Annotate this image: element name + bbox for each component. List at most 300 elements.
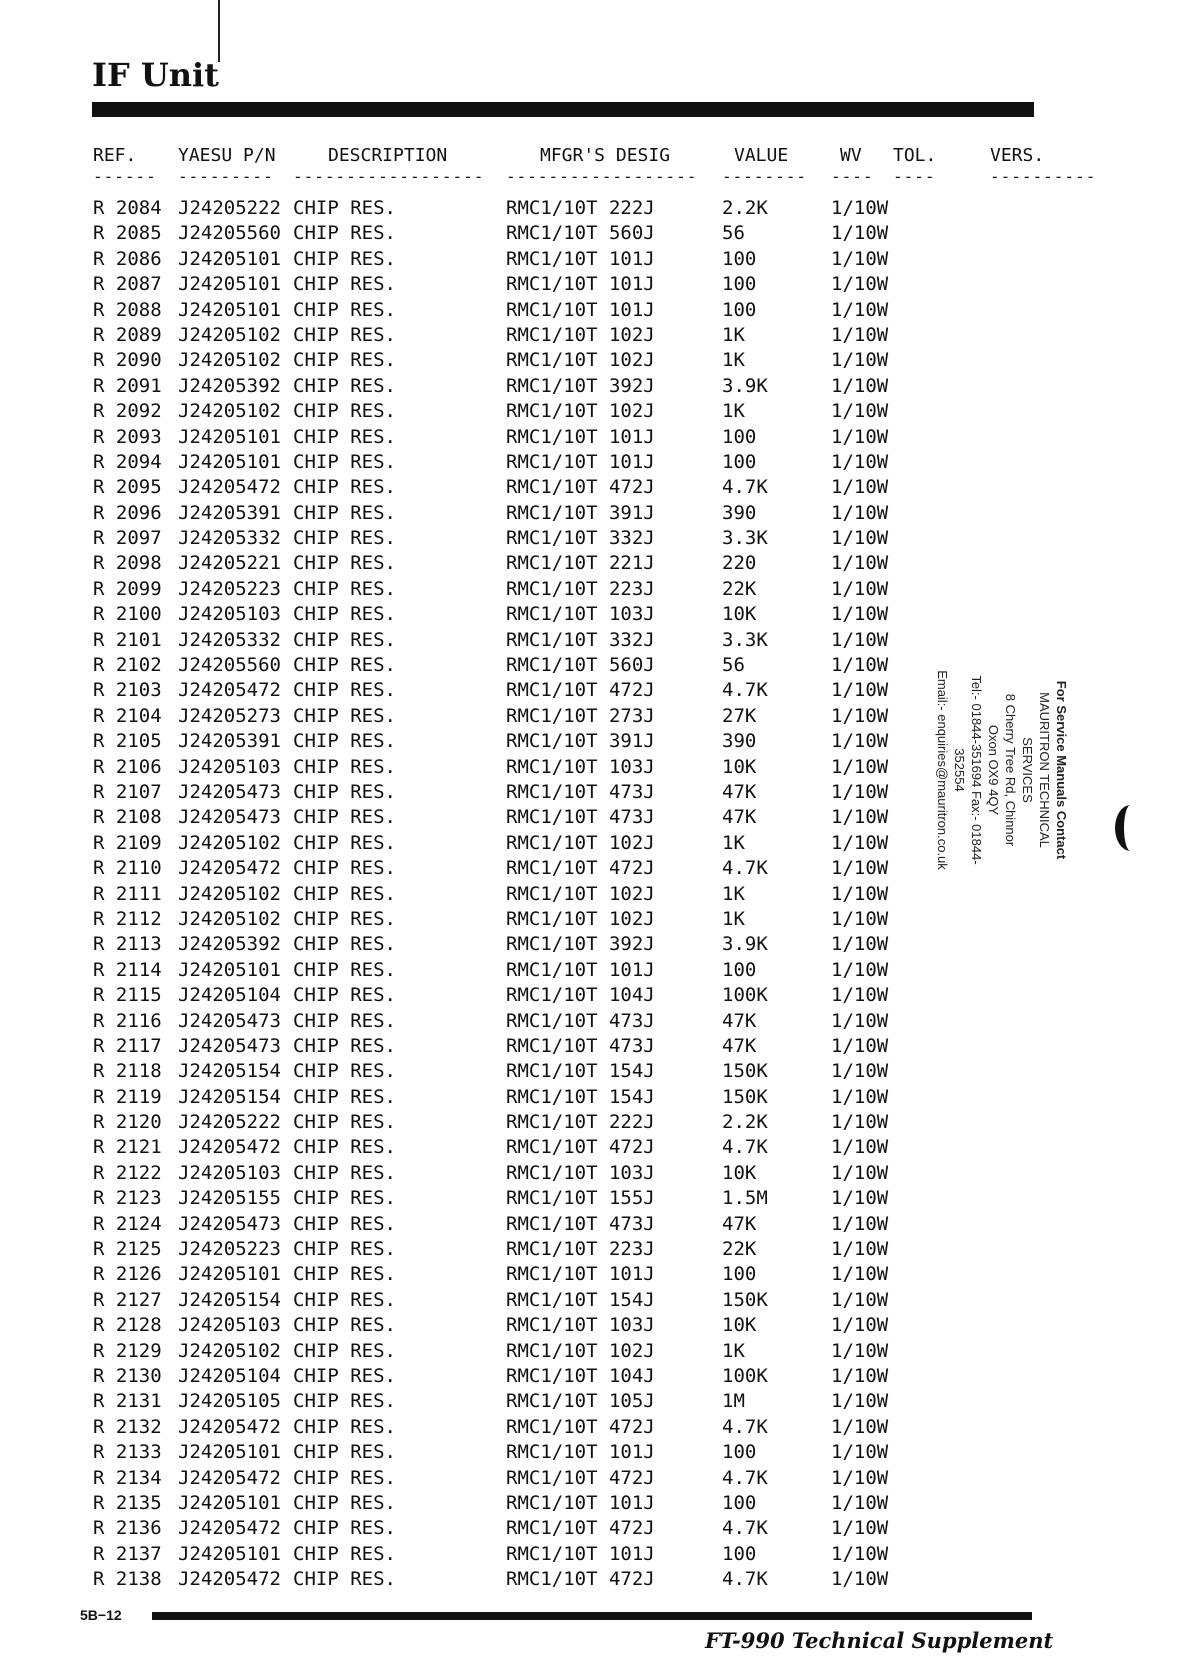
cell-value: 3.3K xyxy=(722,527,768,550)
cell-mfgr-desig: RMC1/10T 104J xyxy=(506,984,655,1007)
cell-wv: 1/10W xyxy=(831,603,889,626)
cell-mfgr-desig: RMC1/10T 103J xyxy=(506,1161,655,1184)
cell-mfgr-desig: RMC1/10T 154J xyxy=(506,1060,655,1083)
cell-description: CHIP RES. xyxy=(293,1517,396,1540)
cell-value: 100 xyxy=(722,1441,757,1464)
table-row xyxy=(0,1212,1190,1237)
cell-wv: 1/10W xyxy=(831,1415,889,1438)
cell-value: 1M xyxy=(722,1390,745,1413)
cell-ref: R 2100 xyxy=(93,603,162,626)
cell-mfgr-desig: RMC1/10T 105J xyxy=(506,1390,655,1413)
cell-part-number: J24205101 xyxy=(178,1263,281,1286)
cell-part-number: J24205392 xyxy=(178,374,281,397)
cell-ref: R 2106 xyxy=(93,755,162,778)
cell-wv: 1/10W xyxy=(831,273,889,296)
cell-wv: 1/10W xyxy=(831,1441,889,1464)
cell-ref: R 2097 xyxy=(93,527,162,550)
cell-mfgr-desig: RMC1/10T 472J xyxy=(506,1136,655,1159)
cell-mfgr-desig: RMC1/10T 473J xyxy=(506,1212,655,1235)
cell-ref: R 2135 xyxy=(93,1491,162,1514)
table-row xyxy=(0,932,1190,957)
cell-mfgr-desig: RMC1/10T 472J xyxy=(506,1466,655,1489)
cell-description: CHIP RES. xyxy=(293,1085,396,1108)
table-row xyxy=(0,247,1190,272)
footer-bar xyxy=(152,1612,1032,1620)
table-row xyxy=(0,1440,1190,1465)
table-row xyxy=(0,450,1190,475)
cell-part-number: J24205103 xyxy=(178,1161,281,1184)
cell-wv: 1/10W xyxy=(831,882,889,905)
cell-wv: 1/10W xyxy=(831,1568,889,1591)
cell-mfgr-desig: RMC1/10T 154J xyxy=(506,1085,655,1108)
cell-description: CHIP RES. xyxy=(293,1568,396,1591)
cell-mfgr-desig: RMC1/10T 473J xyxy=(506,1009,655,1032)
cell-wv: 1/10W xyxy=(831,1238,889,1261)
cell-description: CHIP RES. xyxy=(293,1263,396,1286)
cell-mfgr-desig: RMC1/10T 472J xyxy=(506,1517,655,1540)
cell-mfgr-desig: RMC1/10T 101J xyxy=(506,1542,655,1565)
cell-mfgr-desig: RMC1/10T 154J xyxy=(506,1288,655,1311)
cell-value: 3.9K xyxy=(722,374,768,397)
cell-ref: R 2136 xyxy=(93,1517,162,1540)
cell-wv: 1/10W xyxy=(831,1466,889,1489)
cell-part-number: J24205560 xyxy=(178,654,281,677)
cell-mfgr-desig: RMC1/10T 472J xyxy=(506,1415,655,1438)
cell-value: 150K xyxy=(722,1288,768,1311)
cell-value: 1K xyxy=(722,400,745,423)
cell-part-number: J24205472 xyxy=(178,679,281,702)
cell-part-number: J24205101 xyxy=(178,450,281,473)
cell-description: CHIP RES. xyxy=(293,1187,396,1210)
cell-part-number: J24205154 xyxy=(178,1060,281,1083)
cell-wv: 1/10W xyxy=(831,1111,889,1134)
cell-description: CHIP RES. xyxy=(293,1415,396,1438)
cell-mfgr-desig: RMC1/10T 221J xyxy=(506,552,655,575)
cell-wv: 1/10W xyxy=(831,704,889,727)
cell-mfgr-desig: RMC1/10T 391J xyxy=(506,501,655,524)
cell-value: 2.2K xyxy=(722,1111,768,1134)
table-row xyxy=(0,958,1190,983)
cell-part-number: J24205101 xyxy=(178,273,281,296)
cell-wv: 1/10W xyxy=(831,1364,889,1387)
cell-value: 4.7K xyxy=(722,679,768,702)
cell-part-number: J24205101 xyxy=(178,298,281,321)
cell-description: CHIP RES. xyxy=(293,400,396,423)
cell-part-number: J24205102 xyxy=(178,882,281,905)
cell-description: CHIP RES. xyxy=(293,247,396,270)
cell-description: CHIP RES. xyxy=(293,1111,396,1134)
cell-mfgr-desig: RMC1/10T 101J xyxy=(506,958,655,981)
table-row xyxy=(0,1542,1190,1567)
cell-ref: R 2084 xyxy=(93,197,162,219)
cell-part-number: J24205273 xyxy=(178,704,281,727)
dash-ref: ------ xyxy=(93,167,157,186)
cell-ref: R 2105 xyxy=(93,730,162,753)
cell-description: CHIP RES. xyxy=(293,1238,396,1261)
cell-description: CHIP RES. xyxy=(293,857,396,880)
cell-value: 1K xyxy=(722,323,745,346)
cell-wv: 1/10W xyxy=(831,400,889,423)
cell-part-number: J24205472 xyxy=(178,1568,281,1591)
cell-description: CHIP RES. xyxy=(293,780,396,803)
dash-tol: ---- xyxy=(893,167,936,186)
cell-part-number: J24205332 xyxy=(178,527,281,550)
cell-mfgr-desig: RMC1/10T 155J xyxy=(506,1187,655,1210)
table-row xyxy=(0,551,1190,576)
cell-description: CHIP RES. xyxy=(293,933,396,956)
cell-mfgr-desig: RMC1/10T 391J xyxy=(506,730,655,753)
cell-value: 47K xyxy=(722,806,757,829)
cell-wv: 1/10W xyxy=(831,476,889,499)
cell-value: 2.2K xyxy=(722,197,768,219)
cell-ref: R 2108 xyxy=(93,806,162,829)
cell-description: CHIP RES. xyxy=(293,755,396,778)
cell-wv: 1/10W xyxy=(831,1034,889,1057)
cell-part-number: J24205104 xyxy=(178,984,281,1007)
cell-wv: 1/10W xyxy=(831,1517,889,1540)
cell-description: CHIP RES. xyxy=(293,552,396,575)
cell-description: CHIP RES. xyxy=(293,1212,396,1235)
cell-ref: R 2102 xyxy=(93,654,162,677)
cell-ref: R 2119 xyxy=(93,1085,162,1108)
cell-value: 100 xyxy=(722,1542,757,1565)
cell-mfgr-desig: RMC1/10T 223J xyxy=(506,1238,655,1261)
stamp-line: For Service Manuals Contact xyxy=(1054,680,1069,860)
table-row xyxy=(0,1262,1190,1287)
cell-value: 10K xyxy=(722,755,757,778)
cell-wv: 1/10W xyxy=(831,1187,889,1210)
parts-table-body xyxy=(0,196,1190,1592)
cell-value: 1K xyxy=(722,349,745,372)
cell-ref: R 2130 xyxy=(93,1364,162,1387)
cell-value: 100 xyxy=(722,273,757,296)
cell-ref: R 2088 xyxy=(93,298,162,321)
cell-mfgr-desig: RMC1/10T 223J xyxy=(506,577,655,600)
binding-hole-mark xyxy=(1115,805,1146,851)
cell-ref: R 2090 xyxy=(93,349,162,372)
table-row xyxy=(0,602,1190,627)
cell-ref: R 2107 xyxy=(93,780,162,803)
cell-mfgr-desig: RMC1/10T 473J xyxy=(506,780,655,803)
cell-part-number: J24205103 xyxy=(178,1314,281,1337)
cell-value: 390 xyxy=(722,730,757,753)
cell-ref: R 2113 xyxy=(93,933,162,956)
table-row xyxy=(0,1567,1190,1592)
cell-part-number: J24205223 xyxy=(178,577,281,600)
cell-wv: 1/10W xyxy=(831,1085,889,1108)
cell-description: CHIP RES. xyxy=(293,222,396,245)
cell-mfgr-desig: RMC1/10T 103J xyxy=(506,755,655,778)
stamp-line: Oxon OX9 4QY xyxy=(986,724,1001,816)
cell-part-number: J24205221 xyxy=(178,552,281,575)
cell-value: 150K xyxy=(722,1085,768,1108)
cell-ref: R 2128 xyxy=(93,1314,162,1337)
cell-part-number: J24205472 xyxy=(178,857,281,880)
cell-wv: 1/10W xyxy=(831,247,889,270)
table-row xyxy=(0,298,1190,323)
cell-mfgr-desig: RMC1/10T 392J xyxy=(506,933,655,956)
cell-mfgr-desig: RMC1/10T 472J xyxy=(506,476,655,499)
table-row xyxy=(0,1491,1190,1516)
cell-mfgr-desig: RMC1/10T 473J xyxy=(506,806,655,829)
stamp-line: MAURITRON TECHNICAL SERVICES xyxy=(1020,692,1052,848)
cell-wv: 1/10W xyxy=(831,374,889,397)
cell-part-number: J24205472 xyxy=(178,1517,281,1540)
cell-ref: R 2115 xyxy=(93,984,162,1007)
cell-wv: 1/10W xyxy=(831,730,889,753)
cell-value: 1K xyxy=(722,831,745,854)
cell-value: 22K xyxy=(722,1238,757,1261)
cell-description: CHIP RES. xyxy=(293,654,396,677)
cell-wv: 1/10W xyxy=(831,958,889,981)
cell-mfgr-desig: RMC1/10T 560J xyxy=(506,222,655,245)
table-row xyxy=(0,882,1190,907)
cell-wv: 1/10W xyxy=(831,907,889,930)
cell-value: 4.7K xyxy=(722,1466,768,1489)
cell-value: 4.7K xyxy=(722,1568,768,1591)
cell-value: 390 xyxy=(722,501,757,524)
cell-mfgr-desig: RMC1/10T 101J xyxy=(506,425,655,448)
cell-description: CHIP RES. xyxy=(293,273,396,296)
cell-ref: R 2094 xyxy=(93,450,162,473)
cell-value: 22K xyxy=(722,577,757,600)
cell-wv: 1/10W xyxy=(831,197,889,219)
cell-ref: R 2131 xyxy=(93,1390,162,1413)
cell-value: 150K xyxy=(722,1060,768,1083)
dash-mfgr-desig: ------------------ xyxy=(506,167,698,186)
cell-part-number: J24205154 xyxy=(178,1085,281,1108)
stamp-line: Email:- enquiries@mauritron.co.uk xyxy=(935,670,950,870)
cell-wv: 1/10W xyxy=(831,1288,889,1311)
cell-part-number: J24205102 xyxy=(178,831,281,854)
cell-mfgr-desig: RMC1/10T 101J xyxy=(506,1491,655,1514)
cell-mfgr-desig: RMC1/10T 472J xyxy=(506,1568,655,1591)
cell-mfgr-desig: RMC1/10T 103J xyxy=(506,603,655,626)
cell-ref: R 2138 xyxy=(93,1568,162,1591)
cell-value: 10K xyxy=(722,1314,757,1337)
cell-description: CHIP RES. xyxy=(293,1441,396,1464)
cell-value: 100K xyxy=(722,984,768,1007)
cell-description: CHIP RES. xyxy=(293,907,396,930)
cell-value: 56 xyxy=(722,654,745,677)
cell-ref: R 2137 xyxy=(93,1542,162,1565)
cell-description: CHIP RES. xyxy=(293,984,396,1007)
cell-wv: 1/10W xyxy=(831,1263,889,1286)
cell-part-number: J24205473 xyxy=(178,806,281,829)
cell-wv: 1/10W xyxy=(831,425,889,448)
cell-value: 3.3K xyxy=(722,628,768,651)
cell-value: 1K xyxy=(722,907,745,930)
cell-description: CHIP RES. xyxy=(293,1339,396,1362)
cell-mfgr-desig: RMC1/10T 560J xyxy=(506,654,655,677)
cell-ref: R 2134 xyxy=(93,1466,162,1489)
cell-mfgr-desig: RMC1/10T 102J xyxy=(506,882,655,905)
cell-description: CHIP RES. xyxy=(293,374,396,397)
cell-ref: R 2109 xyxy=(93,831,162,854)
header-wv: WV xyxy=(840,145,862,166)
cell-ref: R 2118 xyxy=(93,1060,162,1083)
cell-mfgr-desig: RMC1/10T 222J xyxy=(506,1111,655,1134)
cell-part-number: J24205101 xyxy=(178,425,281,448)
cell-part-number: J24205101 xyxy=(178,958,281,981)
cell-wv: 1/10W xyxy=(831,222,889,245)
table-row xyxy=(0,374,1190,399)
cell-description: CHIP RES. xyxy=(293,476,396,499)
table-row xyxy=(0,1161,1190,1186)
table-row xyxy=(0,526,1190,551)
cell-description: CHIP RES. xyxy=(293,1060,396,1083)
cell-wv: 1/10W xyxy=(831,984,889,1007)
cell-wv: 1/10W xyxy=(831,933,889,956)
cell-ref: R 2085 xyxy=(93,222,162,245)
cell-value: 4.7K xyxy=(722,1517,768,1540)
cell-wv: 1/10W xyxy=(831,1314,889,1337)
cell-description: CHIP RES. xyxy=(293,1390,396,1413)
dash-vers: ---------- xyxy=(990,167,1097,186)
cell-wv: 1/10W xyxy=(831,780,889,803)
cell-value: 4.7K xyxy=(722,476,768,499)
cell-value: 10K xyxy=(722,603,757,626)
table-row xyxy=(0,628,1190,653)
service-contact-stamp xyxy=(930,665,1070,875)
cell-value: 220 xyxy=(722,552,757,575)
page-number: 5B−12 xyxy=(80,1607,122,1623)
table-row xyxy=(0,1516,1190,1541)
cell-wv: 1/10W xyxy=(831,1390,889,1413)
margin-rule xyxy=(218,0,220,62)
cell-mfgr-desig: RMC1/10T 101J xyxy=(506,298,655,321)
cell-mfgr-desig: RMC1/10T 101J xyxy=(506,247,655,270)
table-row xyxy=(0,323,1190,348)
cell-value: 47K xyxy=(722,1212,757,1235)
cell-description: CHIP RES. xyxy=(293,1466,396,1489)
cell-description: CHIP RES. xyxy=(293,603,396,626)
table-row xyxy=(0,1339,1190,1364)
cell-part-number: J24205472 xyxy=(178,1466,281,1489)
cell-ref: R 2096 xyxy=(93,501,162,524)
header-tol: TOL. xyxy=(893,145,937,166)
cell-ref: R 2087 xyxy=(93,273,162,296)
cell-part-number: J24205102 xyxy=(178,907,281,930)
cell-mfgr-desig: RMC1/10T 101J xyxy=(506,273,655,296)
cell-ref: R 2086 xyxy=(93,247,162,270)
cell-part-number: J24205473 xyxy=(178,1212,281,1235)
table-row xyxy=(0,983,1190,1008)
cell-wv: 1/10W xyxy=(831,450,889,473)
cell-ref: R 2103 xyxy=(93,679,162,702)
cell-value: 1.5M xyxy=(722,1187,768,1210)
cell-mfgr-desig: RMC1/10T 332J xyxy=(506,628,655,651)
header-mfgr-desig: MFGR'S DESIG xyxy=(540,145,671,166)
cell-ref: R 2104 xyxy=(93,704,162,727)
cell-value: 100 xyxy=(722,298,757,321)
cell-wv: 1/10W xyxy=(831,552,889,575)
table-row xyxy=(0,907,1190,932)
table-row xyxy=(0,196,1190,221)
cell-ref: R 2101 xyxy=(93,628,162,651)
cell-description: CHIP RES. xyxy=(293,831,396,854)
cell-value: 1K xyxy=(722,1339,745,1362)
dash-value: -------- xyxy=(722,167,808,186)
cell-ref: R 2124 xyxy=(93,1212,162,1235)
cell-wv: 1/10W xyxy=(831,1339,889,1362)
cell-part-number: J24205103 xyxy=(178,755,281,778)
cell-mfgr-desig: RMC1/10T 102J xyxy=(506,907,655,930)
dash-description: ------------------ xyxy=(293,167,485,186)
table-row xyxy=(0,1009,1190,1034)
cell-part-number: J24205155 xyxy=(178,1187,281,1210)
cell-wv: 1/10W xyxy=(831,1009,889,1032)
cell-mfgr-desig: RMC1/10T 104J xyxy=(506,1364,655,1387)
cell-wv: 1/10W xyxy=(831,755,889,778)
cell-part-number: J24205392 xyxy=(178,933,281,956)
cell-ref: R 2129 xyxy=(93,1339,162,1362)
stamp-line: 8 Cherry Tree Rd, Chinnor xyxy=(1003,693,1018,847)
dash-part-number: --------- xyxy=(178,167,274,186)
cell-description: CHIP RES. xyxy=(293,1491,396,1514)
cell-part-number: J24205101 xyxy=(178,1491,281,1514)
cell-ref: R 2111 xyxy=(93,882,162,905)
cell-part-number: J24205560 xyxy=(178,222,281,245)
cell-part-number: J24205472 xyxy=(178,476,281,499)
cell-ref: R 2122 xyxy=(93,1161,162,1184)
cell-description: CHIP RES. xyxy=(293,323,396,346)
header-part-number: YAESU P/N xyxy=(178,145,276,166)
cell-wv: 1/10W xyxy=(831,1542,889,1565)
cell-ref: R 2110 xyxy=(93,857,162,880)
cell-part-number: J24205223 xyxy=(178,1238,281,1261)
cell-ref: R 2095 xyxy=(93,476,162,499)
cell-ref: R 2120 xyxy=(93,1111,162,1134)
cell-wv: 1/10W xyxy=(831,527,889,550)
cell-ref: R 2126 xyxy=(93,1263,162,1286)
cell-value: 100 xyxy=(722,1263,757,1286)
cell-description: CHIP RES. xyxy=(293,958,396,981)
cell-description: CHIP RES. xyxy=(293,806,396,829)
cell-description: CHIP RES. xyxy=(293,1364,396,1387)
cell-part-number: J24205101 xyxy=(178,1542,281,1565)
table-row xyxy=(0,1085,1190,1110)
cell-mfgr-desig: RMC1/10T 103J xyxy=(506,1314,655,1337)
cell-description: CHIP RES. xyxy=(293,1136,396,1159)
cell-part-number: J24205472 xyxy=(178,1136,281,1159)
cell-mfgr-desig: RMC1/10T 472J xyxy=(506,679,655,702)
table-row xyxy=(0,221,1190,246)
header-description: DESCRIPTION xyxy=(328,145,448,166)
header-vers: VERS. xyxy=(990,145,1045,166)
cell-part-number: J24205391 xyxy=(178,730,281,753)
cell-description: CHIP RES. xyxy=(293,527,396,550)
table-row xyxy=(0,1313,1190,1338)
cell-ref: R 2116 xyxy=(93,1009,162,1032)
cell-description: CHIP RES. xyxy=(293,501,396,524)
cell-value: 10K xyxy=(722,1161,757,1184)
cell-wv: 1/10W xyxy=(831,857,889,880)
cell-description: CHIP RES. xyxy=(293,882,396,905)
cell-value: 100K xyxy=(722,1364,768,1387)
table-row xyxy=(0,475,1190,500)
cell-part-number: J24205101 xyxy=(178,1441,281,1464)
cell-ref: R 2133 xyxy=(93,1441,162,1464)
cell-value: 100 xyxy=(722,1491,757,1514)
table-row xyxy=(0,1364,1190,1389)
table-row xyxy=(0,425,1190,450)
cell-description: CHIP RES. xyxy=(293,730,396,753)
cell-part-number: J24205332 xyxy=(178,628,281,651)
cell-description: CHIP RES. xyxy=(293,1009,396,1032)
cell-mfgr-desig: RMC1/10T 102J xyxy=(506,1339,655,1362)
cell-part-number: J24205102 xyxy=(178,349,281,372)
